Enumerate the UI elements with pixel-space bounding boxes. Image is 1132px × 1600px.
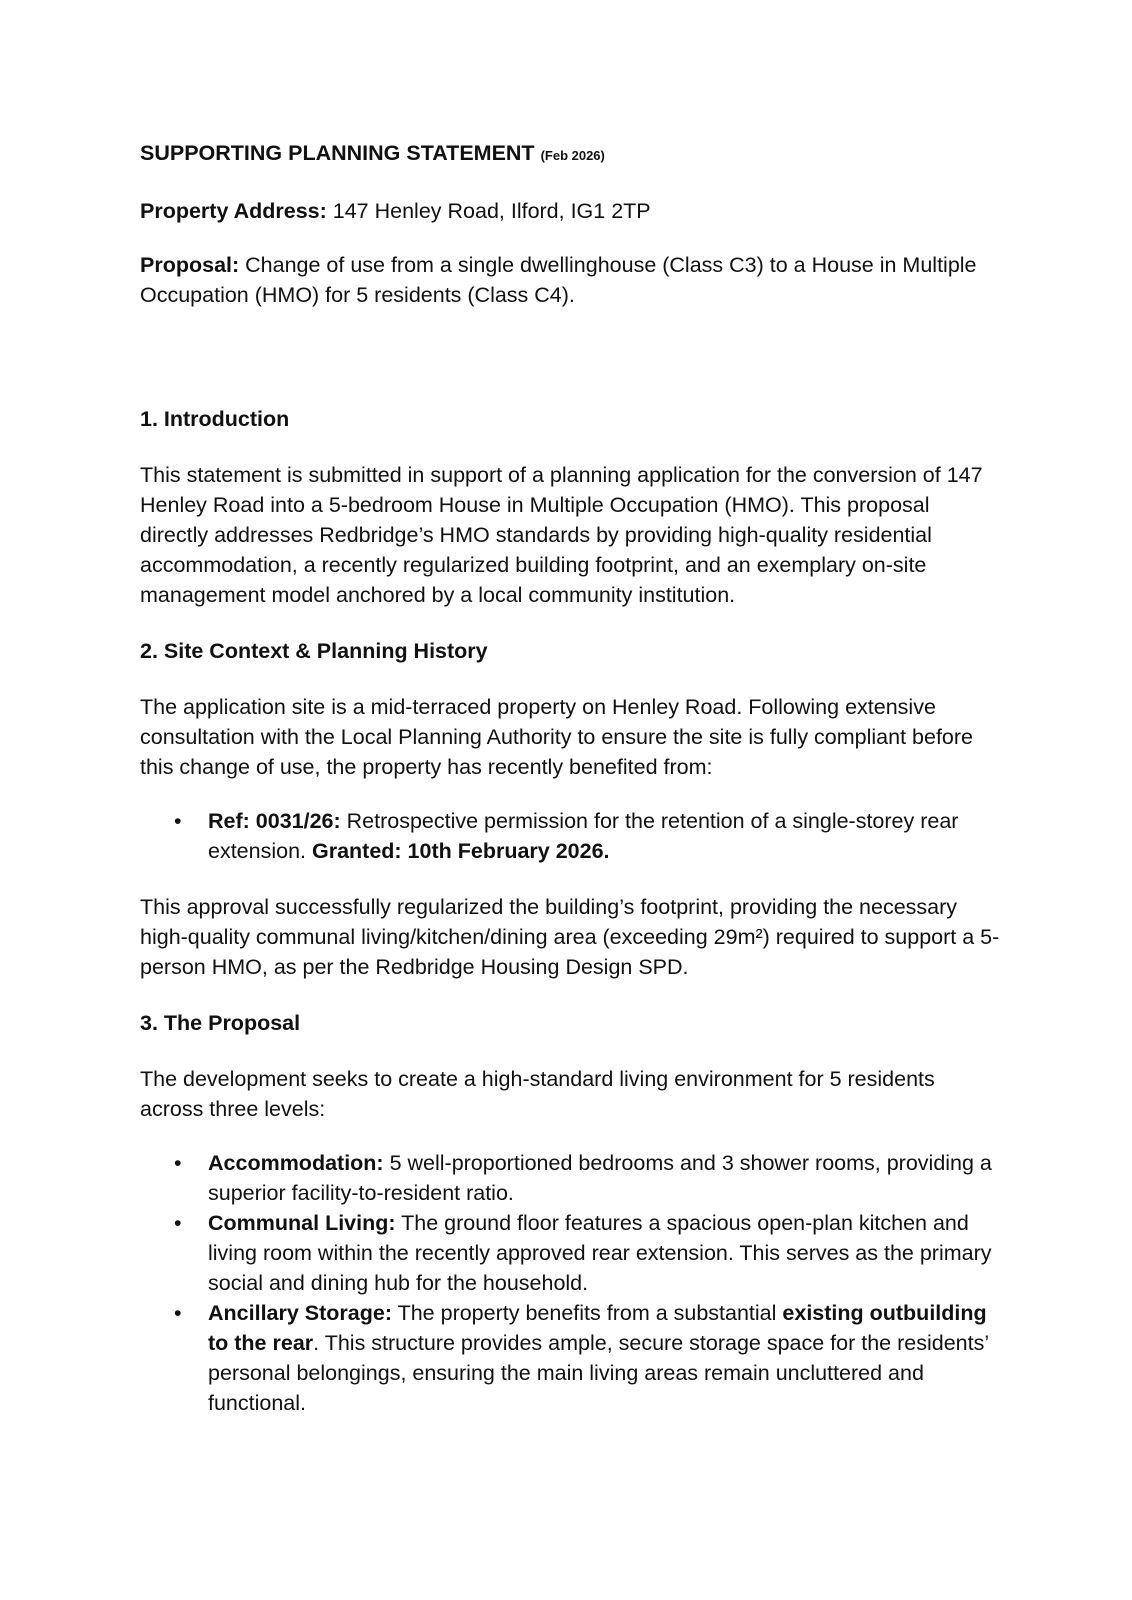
accommodation-text: 5 well-proportioned bedrooms and 3 shower rooms, providing a superior facility-to-resident ratio. — [208, 1151, 992, 1205]
ancillary-storage-text-a: The property benefits from a substantial — [392, 1301, 783, 1325]
ref-granted: Granted: 10th February 2026. — [311, 839, 610, 863]
approval-paragraph: This approval successfully regularized the building’s footprint, providing the necessary high-quality communal living/kitchen/dining area (exceeding 29m²) required to support a 5-person HMO, as per the Redbridge Housing Design SPD. — [140, 895, 1000, 979]
proposal-value: Change of use from a single dwellinghouse (Class C3) to a House in Multiple Occupation (HMO) for 5 residents (Class C4). — [140, 253, 977, 307]
section-heading-proposal: 3. The Proposal — [140, 1011, 301, 1035]
section-heading-introduction: 1. Introduction — [140, 407, 290, 431]
introduction-paragraph: This statement is submitted in support of a planning application for the conversion of 147 Henley Road into a 5-bedroom House in Multiple Occupation (HMO). This proposal directly addresses Redbridge’s HMO standards by providing high-quality residential accommodation, a recently regularized building footprint, and an exemplary on-site management model anchored by a local community institution. — [140, 463, 983, 607]
proposal-label: Proposal: — [140, 253, 240, 277]
ref-label: Ref: 0031/26: — [208, 809, 341, 833]
ancillary-storage-bold: existing outbuilding to the rear — [208, 1301, 987, 1355]
title-date: (Feb 2026) — [540, 148, 605, 163]
ancillary-storage-text-b: . This structure provides ample, secure storage space for the residents’ personal belongings, ensuring the main living areas remain uncluttered and functional. — [208, 1331, 989, 1415]
document-body — [140, 138, 1000, 1418]
accommodation-label: Accommodation: — [208, 1151, 384, 1175]
communal-living-text: The ground floor features a spacious open-plan kitchen and living room within the recently approved rear extension. This serves as the primary social and dining hub for the household. — [208, 1211, 992, 1295]
address-label: Property Address: — [140, 199, 327, 223]
list-item — [140, 1298, 1000, 1418]
planning-history-list — [140, 806, 1000, 866]
list-item — [140, 806, 1000, 866]
proposal-summary — [140, 250, 1000, 310]
site-context-paragraph: The application site is a mid-terraced property on Henley Road. Following extensive consultation with the Local Planning Authority to ensure the site is fully compliant before this change of use, the property has recently benefited from: — [140, 695, 974, 779]
ancillary-storage-label: Ancillary Storage: — [208, 1301, 392, 1325]
ref-text: Retrospective permission for the retention of a single-storey rear extension. — [208, 809, 959, 863]
address-value: 147 Henley Road, Ilford, IG1 2TP — [326, 199, 651, 223]
list-item — [140, 1148, 1000, 1208]
list-item — [140, 1208, 1000, 1298]
section-heading-site-context: 2. Site Context & Planning History — [140, 639, 488, 663]
communal-living-label: Communal Living: — [208, 1211, 396, 1235]
proposal-paragraph: The development seeks to create a high-standard living environment for 5 residents across three levels: — [140, 1067, 935, 1121]
proposal-list — [140, 1148, 1000, 1418]
property-address — [140, 196, 1000, 226]
title-text: SUPPORTING PLANNING STATEMENT — [140, 141, 535, 165]
document-title — [140, 138, 1000, 171]
